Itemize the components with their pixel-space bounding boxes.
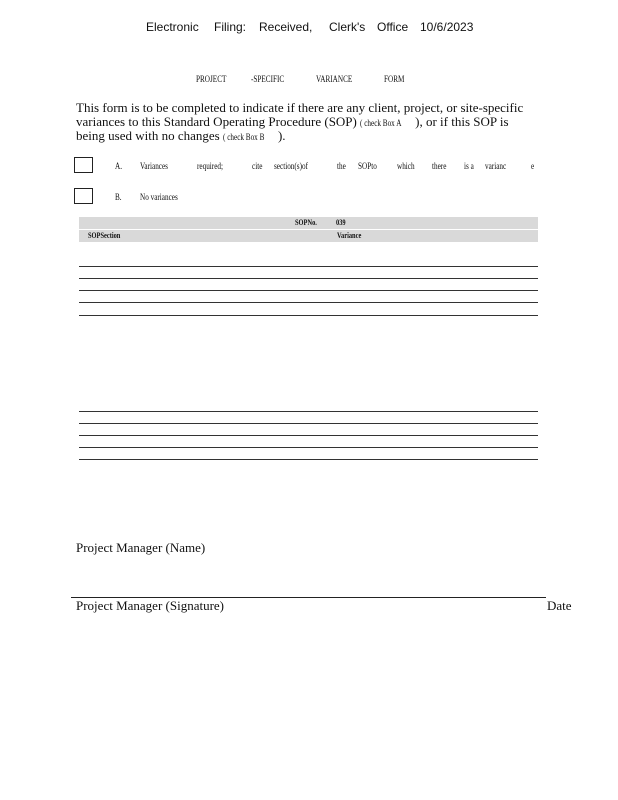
sop-number-label: SOPNo. bbox=[295, 218, 317, 227]
filing-stamp-header bbox=[0, 20, 618, 38]
option-a-text: the bbox=[337, 161, 346, 171]
header-word: Filing: bbox=[214, 20, 247, 34]
entry-line[interactable] bbox=[79, 302, 538, 303]
title-word: FORM bbox=[384, 74, 405, 84]
option-a-text: Variances bbox=[140, 161, 168, 171]
option-b-text: No variances bbox=[140, 192, 178, 202]
entry-line[interactable] bbox=[79, 435, 538, 436]
date-label: Date bbox=[547, 598, 572, 613]
option-a-text: is a bbox=[464, 161, 474, 171]
header-word: Electronic bbox=[146, 20, 199, 34]
header-word: Office bbox=[377, 20, 409, 34]
entry-line[interactable] bbox=[79, 290, 538, 291]
header-date: 10/6/2023 bbox=[420, 20, 474, 34]
entry-line[interactable] bbox=[79, 447, 538, 448]
sop-number-bar bbox=[79, 217, 538, 229]
option-a-text: which bbox=[397, 161, 415, 171]
intro-text: client, project, or site-specific bbox=[368, 100, 524, 115]
option-a-label bbox=[0, 161, 618, 173]
intro-inline-note: ( check Box B bbox=[222, 132, 265, 142]
header-word: Clerk's bbox=[329, 20, 366, 34]
entry-line[interactable] bbox=[79, 459, 538, 460]
option-a-text: required; bbox=[197, 161, 223, 171]
option-a-text: section(s)of bbox=[274, 161, 308, 171]
intro-text: being used with no changes bbox=[76, 128, 220, 143]
table-column-header bbox=[79, 230, 538, 242]
entry-line[interactable] bbox=[79, 315, 538, 316]
option-a-text: varianc bbox=[485, 161, 507, 171]
title-word: -SPECIFIC bbox=[251, 74, 285, 84]
header-word: Received, bbox=[259, 20, 313, 34]
option-a-text: cite bbox=[252, 161, 263, 171]
intro-line-1 bbox=[76, 101, 523, 115]
sop-number-value: 039 bbox=[336, 218, 346, 227]
title-word: PROJECT bbox=[196, 74, 227, 84]
column-variance: Variance bbox=[337, 231, 362, 240]
entry-line[interactable] bbox=[79, 411, 538, 412]
option-b-label bbox=[0, 192, 618, 204]
intro-text: variances to this Standard Operating Procedure (SOP) bbox=[76, 114, 357, 129]
option-a-text: SOPto bbox=[358, 161, 377, 171]
entry-line[interactable] bbox=[79, 423, 538, 424]
column-sop-section: SOPSection bbox=[88, 231, 121, 240]
pm-signature-label: Project Manager (Signature) bbox=[76, 598, 225, 613]
intro-text: This form is to be completed to indicate if there are any bbox=[76, 100, 366, 115]
entry-line[interactable] bbox=[79, 278, 538, 279]
intro-inline-note: ( check Box A bbox=[360, 118, 402, 128]
title-word: VARIANCE bbox=[316, 74, 353, 84]
option-a-text: e bbox=[531, 161, 535, 171]
pm-name-label: Project Manager (Name) bbox=[76, 540, 206, 555]
intro-text: ), or if this SOP is bbox=[415, 114, 509, 129]
form-title bbox=[0, 74, 618, 88]
option-a-text: A. bbox=[115, 161, 122, 171]
intro-line-3 bbox=[76, 129, 286, 144]
entry-line[interactable] bbox=[79, 266, 538, 267]
option-b-text: B. bbox=[115, 192, 122, 202]
intro-text: ). bbox=[277, 128, 286, 143]
option-a-text: there bbox=[432, 161, 447, 171]
